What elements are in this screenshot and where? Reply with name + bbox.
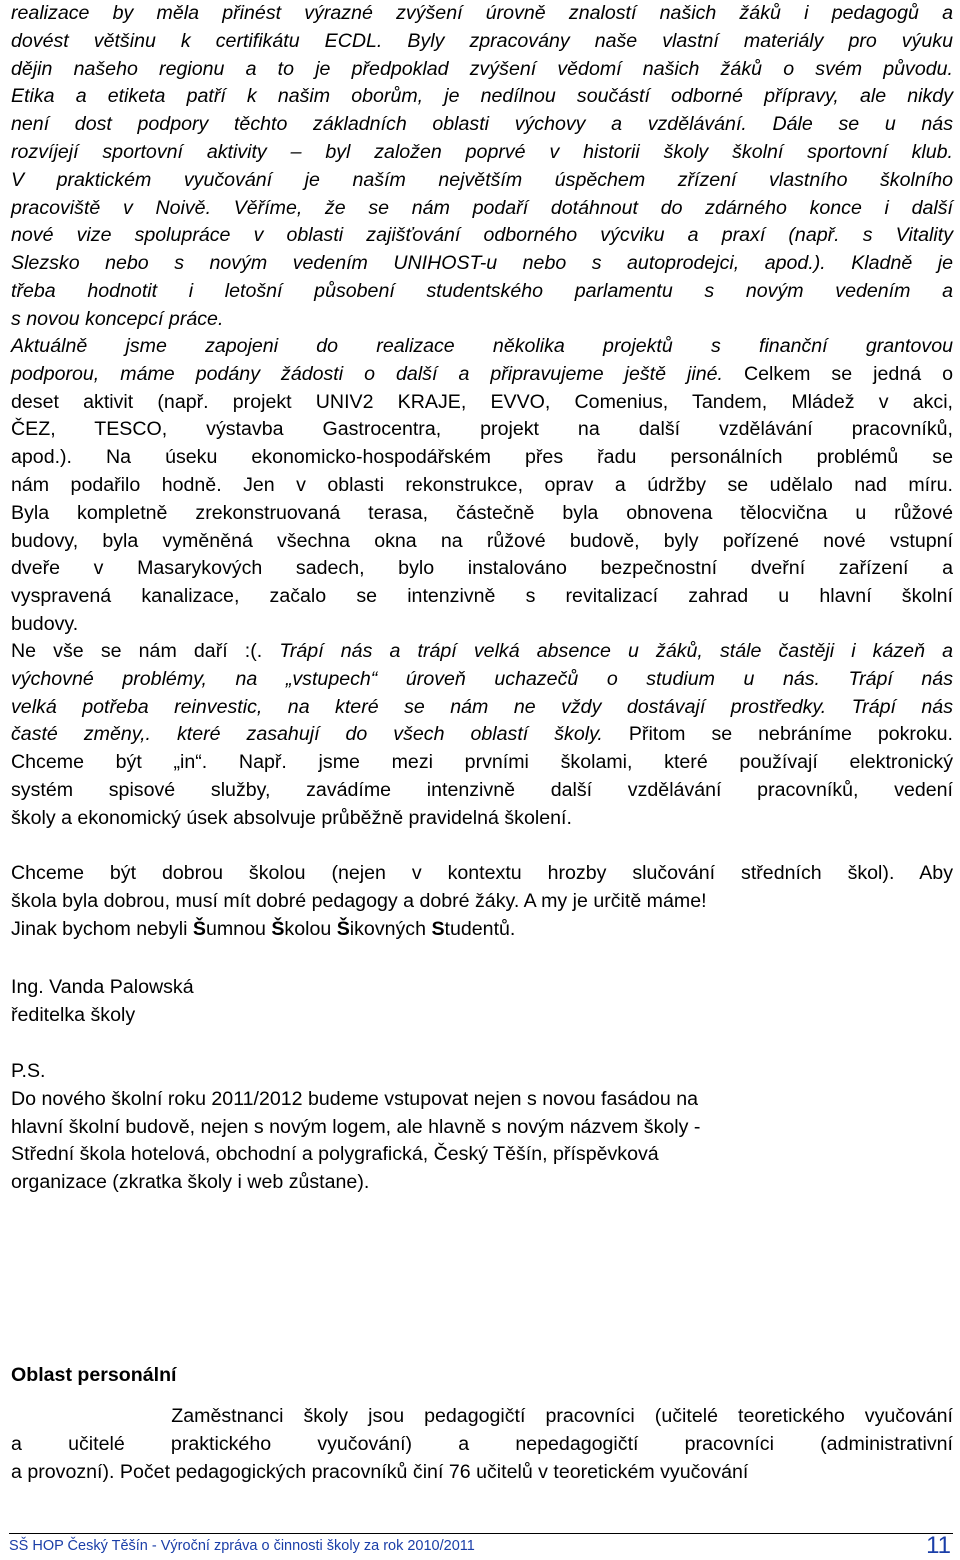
text-line (11, 694, 953, 722)
motto-line (11, 916, 953, 944)
postscript-label: P.S. (11, 1060, 46, 1082)
text-line (11, 805, 953, 833)
text-line (11, 278, 953, 306)
text-segment: Slezsko nebo s novým vedením UNIHOST-u nebo s autoprodejci, apod.). Kladně je (11, 252, 953, 275)
motto-word: umnou (205, 918, 272, 940)
page-number: 11 (926, 1532, 951, 1559)
text-line (11, 611, 953, 639)
text-line (11, 28, 953, 56)
text-line (11, 472, 953, 500)
signature-block (11, 974, 953, 1030)
text-segment: škola byla dobrou, musí mít dobré pedagogy a dobré žáky. A my je určitě máme! (11, 889, 707, 912)
text-segment: Přitom se nebráníme pokroku. (628, 723, 953, 746)
text-segment: dovést většinu k certifikátu ECDL. Byly zpracovány naše vlastní materiály pro výuku (11, 29, 953, 52)
motto-prefix: Jinak bychom nebyli (11, 918, 193, 940)
text-segment: apod.). Na úseku ekonomicko-hospodářském přes řadu personálních problémů se (11, 446, 953, 469)
paragraph-problems (11, 638, 953, 833)
motto-initial: Š (271, 918, 285, 940)
text-line (11, 500, 953, 528)
text-line: Střední škola hotelová, obchodní a polygrafická, Český Těšín, příspěvková (11, 1143, 659, 1166)
text-segment: realizace by měla přinést výrazné zvýšení úrovně znalostí našich žáků i pedagogů a (11, 2, 953, 24)
text-line (11, 666, 953, 694)
text-line (11, 444, 953, 472)
text-segment: systém spisové služby, zavádíme intenzivně další vzdělávání pracovníků, vedení (11, 778, 953, 801)
text-line (11, 721, 953, 749)
paragraph-conclusion (11, 860, 953, 916)
text-segment: deset aktivit (např. projekt UNIV2 KRAJE, EVVO, Comenius, Tandem, Mládež v akci, (11, 390, 953, 413)
motto-word: ikovných (349, 918, 432, 940)
text-line (11, 583, 953, 611)
text-line (11, 416, 953, 444)
text-line (11, 638, 953, 666)
footer-divider (9, 1533, 953, 1534)
text-line (11, 250, 953, 278)
paragraph-achievements (11, 0, 953, 334)
text-segment: podporou, máme podány žádosti o další a připravujeme ještě jiné. (11, 362, 744, 385)
text-line (11, 888, 953, 916)
text-segment: školy a ekonomický úsek absolvuje průběžně pravidelná školení. (11, 806, 572, 829)
text-segment: dějin našeho regionu a to je předpoklad zvýšení vědomí našich žáků o svém původu. (11, 57, 953, 80)
text-segment: pracoviště v Noivě. Věříme, že se nám podaří dotáhnout do zdárného konce i další (11, 196, 953, 219)
text-line (11, 860, 953, 888)
text-segment: Trápí nás a trápí velká absence u žáků, stále častěji i kázeň a (279, 640, 954, 662)
text-segment: Chceme být dobrou školou (nejen v kontextu hrozby slučování středních škol). Aby (11, 862, 953, 884)
motto-initial: Š (336, 918, 350, 940)
text-segment: budovy. (11, 612, 79, 635)
signature-name: Ing. Vanda Palowská (11, 976, 194, 998)
text-segment: třeba hodnotit i letošní působení studentského parlamentu s novým vedením a (11, 279, 953, 302)
text-segment: Aktuálně jsme zapojeni do realizace několika projektů s finanční grantovou (11, 335, 953, 357)
text-segment: Ne vše se nám daří :(. (11, 640, 280, 662)
text-segment: ČEZ, TESCO, výstavba Gastrocentra, projekt na další vzdělávání pracovníků, (11, 418, 953, 441)
text-segment: rozvíjejí sportovní aktivity – byl založen poprvé v historii školy školní sportovní klub. (11, 140, 953, 163)
text-segment: Chceme být „in“. Např. jsme mezi prvními školami, které používají elektronický (11, 751, 953, 774)
text-line (11, 222, 953, 250)
section-paragraph (11, 1403, 953, 1486)
motto-initial: S (431, 918, 445, 940)
text-line (11, 528, 953, 556)
text-line: a provozní). Počet pedagogických pracovníků činí 76 učitelů v teoretickém vyučování (11, 1460, 749, 1483)
text-segment: velká potřeba reinvestic, na které se nám ne vždy dostávají prostředky. Trápí nás (11, 695, 953, 718)
text-line (11, 777, 953, 805)
text-line (11, 167, 953, 195)
text-segment: dveře v Masarykových sadech, bylo instalováno bezpečnostní dveřní zařízení a (11, 557, 953, 580)
text-line: Do nového školní roku 2011/2012 budeme vstupovat nejen s novou fasádou na (11, 1087, 698, 1110)
text-segment: V praktickém vyučování je naším největším úspěchem zřízení vlastního školního (11, 168, 953, 191)
text-segment: s novou koncepcí práce. (11, 307, 224, 330)
text-line (11, 139, 953, 167)
text-line: hlavní školní budově, nejen s novým logem, ale hlavně s novým názvem školy - (11, 1115, 701, 1138)
text-line (11, 195, 953, 223)
text-line (11, 111, 953, 139)
text-segment: Celkem se jedná o (744, 362, 953, 385)
footer-title: SŠ HOP Český Těšín - Výroční zpráva o činnosti školy za rok 2010/2011 (9, 1538, 475, 1554)
text-line (11, 333, 953, 361)
text-line: Zaměstnanci školy jsou pedagogičtí pracovníci (učitelé teoretického vyučování (11, 1405, 953, 1427)
text-segment: vyspravená kanalizace, začalo se intenzivně s revitalizací zahrad u hlavní školní (11, 585, 953, 608)
text-line (11, 389, 953, 417)
text-line (11, 306, 953, 334)
postscript-text (11, 1086, 953, 1197)
text-line (11, 749, 953, 777)
motto-word: tudentů. (444, 918, 516, 940)
text-segment: nové vize spolupráce v oblasti zajišťování odborného výcviku a praxí (např. s Vitality (11, 224, 953, 247)
text-line (11, 83, 953, 111)
text-segment: nám podařilo hodně. Jen v oblasti rekonstrukce, oprav a údržby se udělalo nad míru. (11, 473, 953, 496)
text-line (11, 555, 953, 583)
text-segment: výchovné problémy, na „vstupech“ úroveň uchazečů o studium u nás. Trápí nás (11, 667, 953, 690)
text-segment: není dost podpory těchto základních oblasti výchovy a vzdělávání. Dále se u nás (11, 113, 953, 136)
text-line (11, 361, 953, 389)
text-segment: Etika a etiketa patří k našim oborům, je nedílnou součástí odborné přípravy, ale nikdy (11, 85, 953, 108)
text-segment: budovy, byla vyměněná všechna okna na růžové budově, byly pořízené nové vstupní (11, 529, 953, 552)
motto-word: kolou (284, 918, 337, 940)
text-line: a učitelé praktického vyučování) a nepedagogičtí pracovníci (administrativní (11, 1432, 953, 1455)
text-line (11, 0, 953, 28)
postscript-block (11, 1058, 953, 1197)
motto-initial: Š (192, 918, 206, 940)
text-segment: Byla kompletně zrekonstruovaná terasa, částečně byla obnovena tělocvična u růžové (11, 501, 953, 524)
text-line (11, 56, 953, 84)
signature-role: ředitelka školy (11, 1003, 136, 1026)
text-segment: časté změny,. které zasahují do všech oblastí školy. (11, 723, 629, 746)
text-line: organizace (zkratka školy i web zůstane). (11, 1171, 370, 1194)
paragraph-projects (11, 333, 953, 639)
section-heading: Oblast personální (11, 1364, 177, 1386)
